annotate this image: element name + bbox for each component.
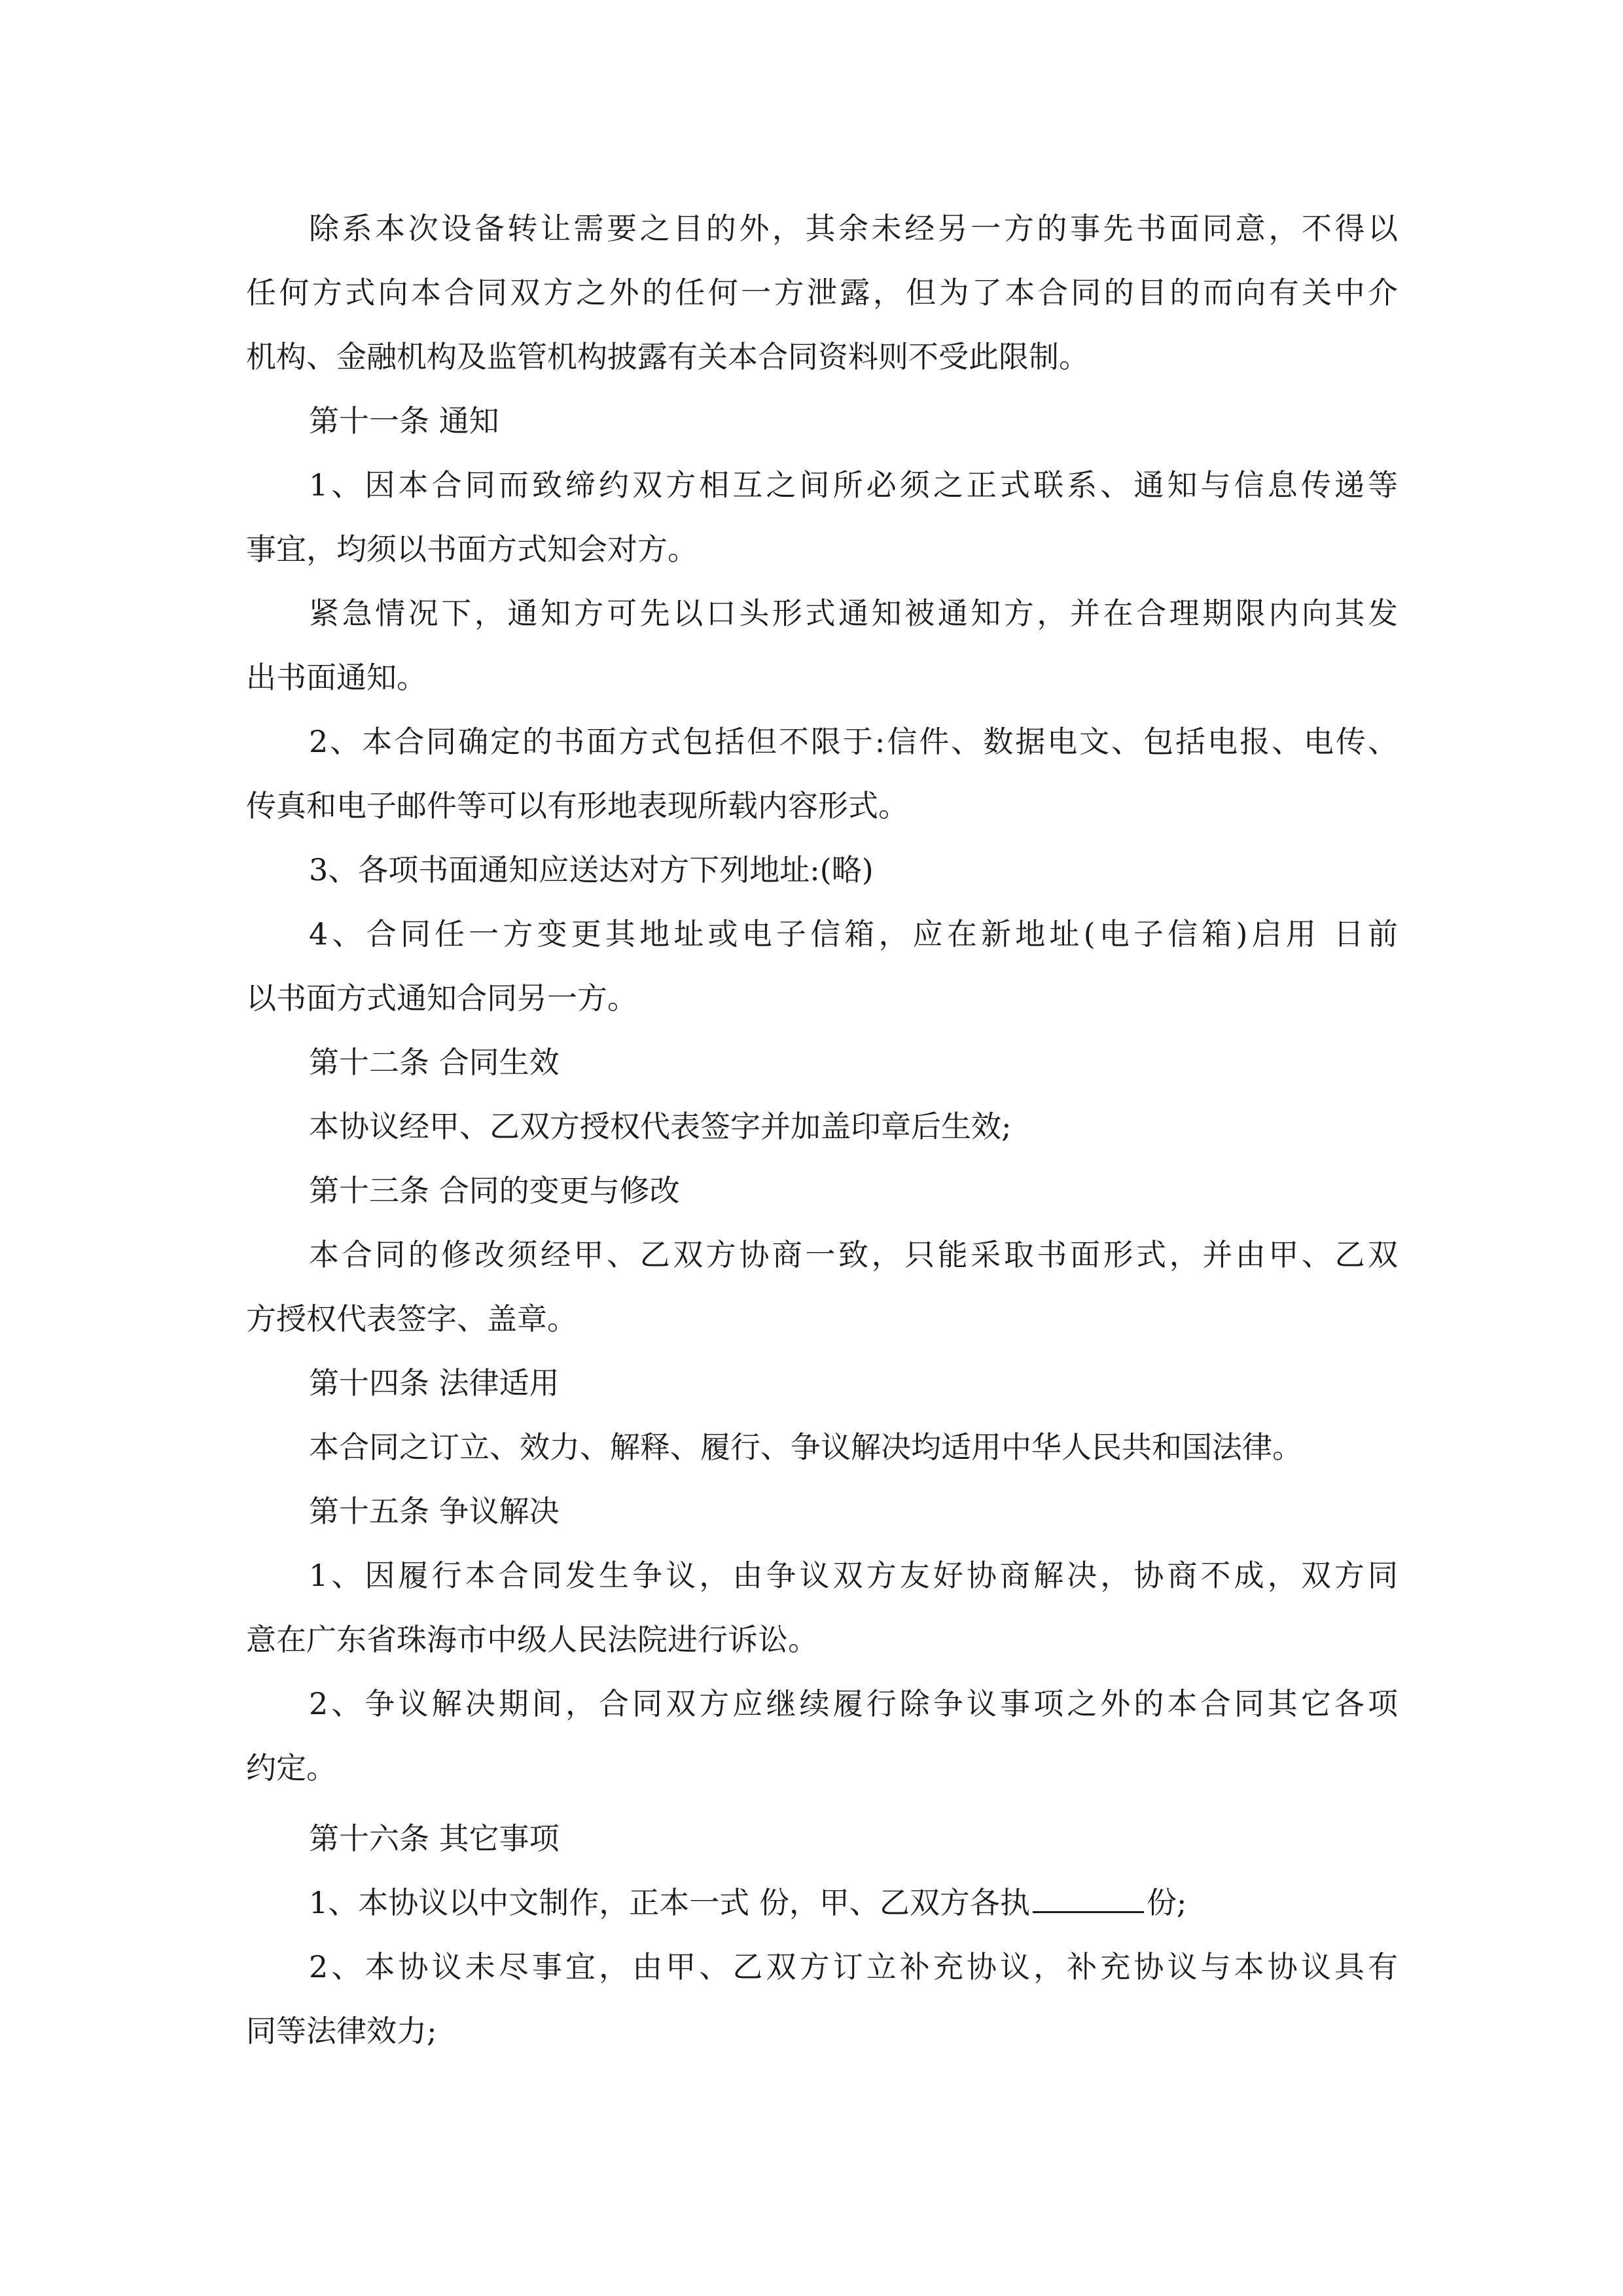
paragraph-line: 本协议经甲、乙双方授权代表签字并加盖印章后生效; — [309, 1109, 1012, 1144]
paragraph-line: 紧急情况下，通知方可先以口头形式通知被通知方，并在合理期限内向其发 — [309, 596, 1398, 631]
paragraph-line: 机构、金融机构及监管机构披露有关本合同资料则不受此限制。 — [246, 339, 1089, 374]
paragraph-line: 4、合同任一方变更其地址或电子信箱，应在新地址(电子信箱)启用 日前 — [309, 916, 1398, 952]
paragraph-line: 2、本协议未尽事宜，由甲、乙双方订立补充协议，补充协议与本协议具有 — [309, 1949, 1398, 1984]
spacer — [246, 1800, 1398, 1806]
paragraph-line: 本合同之订立、效力、解释、履行、争议解决均适用中华人民共和国法律。 — [309, 1429, 1302, 1465]
paragraph-line: 以书面方式通知合同另一方。 — [246, 980, 637, 1016]
paragraph-line: 事宜，均须以书面方式知会对方。 — [246, 531, 698, 567]
paragraph-line: 任何方式向本合同双方之外的任何一方泄露，但为了本合同的目的而向有关中介 — [246, 275, 1398, 310]
paragraph-line: 1、因履行本合同发生争议，由争议双方友好协商解决，协商不成，双方同 — [309, 1558, 1398, 1593]
paragraph-line: 出书面通知。 — [246, 660, 427, 695]
paragraph-line: 约定。 — [246, 1750, 336, 1785]
article-heading-14: 第十四条 法律适用 — [309, 1365, 560, 1401]
fill-in-blank — [1033, 1882, 1144, 1913]
article-heading-16: 第十六条 其它事项 — [309, 1821, 560, 1856]
paragraph-text: 份; — [1146, 1885, 1187, 1920]
paragraph-line: 本合同的修改须经甲、乙双方协商一致，只能采取书面形式，并由甲、乙双 — [309, 1237, 1398, 1272]
paragraph-line: 3、各项书面通知应送达对方下列地址:(略) — [309, 852, 874, 888]
paragraph-line: 2、争议解决期间，合同双方应继续履行除争议事项之外的本合同其它各项 — [309, 1686, 1398, 1721]
article-heading-13: 第十三条 合同的变更与修改 — [309, 1173, 680, 1208]
article-heading-12: 第十二条 合同生效 — [309, 1045, 560, 1080]
paragraph-line: 同等法律效力; — [246, 2013, 437, 2049]
paragraph-line: 传真和电子邮件等可以有形地表现所载内容形式。 — [246, 788, 908, 823]
paragraph-line-with-blank — [246, 1871, 1398, 1935]
article-heading-11: 第十一条 通知 — [309, 403, 499, 439]
paragraph-line: 2、本合同确定的书面方式包括但不限于:信件、数据电文、包括电报、电传、 — [309, 724, 1398, 759]
paragraph-text: 1、本协议以中文制作，正本一式 份，甲、乙双方各执 — [309, 1885, 1030, 1920]
paragraph-line: 方授权代表签字、盖章。 — [246, 1301, 577, 1336]
paragraph-line: 除系本次设备转让需要之目的外，其余未经另一方的事先书面同意，不得以 — [309, 211, 1398, 246]
article-heading-15: 第十五条 争议解决 — [309, 1494, 560, 1529]
document-body — [246, 196, 1398, 2063]
paragraph-line: 1、因本合同而致缔约双方相互之间所必须之正式联系、通知与信息传递等 — [309, 467, 1398, 503]
paragraph-line: 意在广东省珠海市中级人民法院进行诉讼。 — [246, 1622, 818, 1657]
